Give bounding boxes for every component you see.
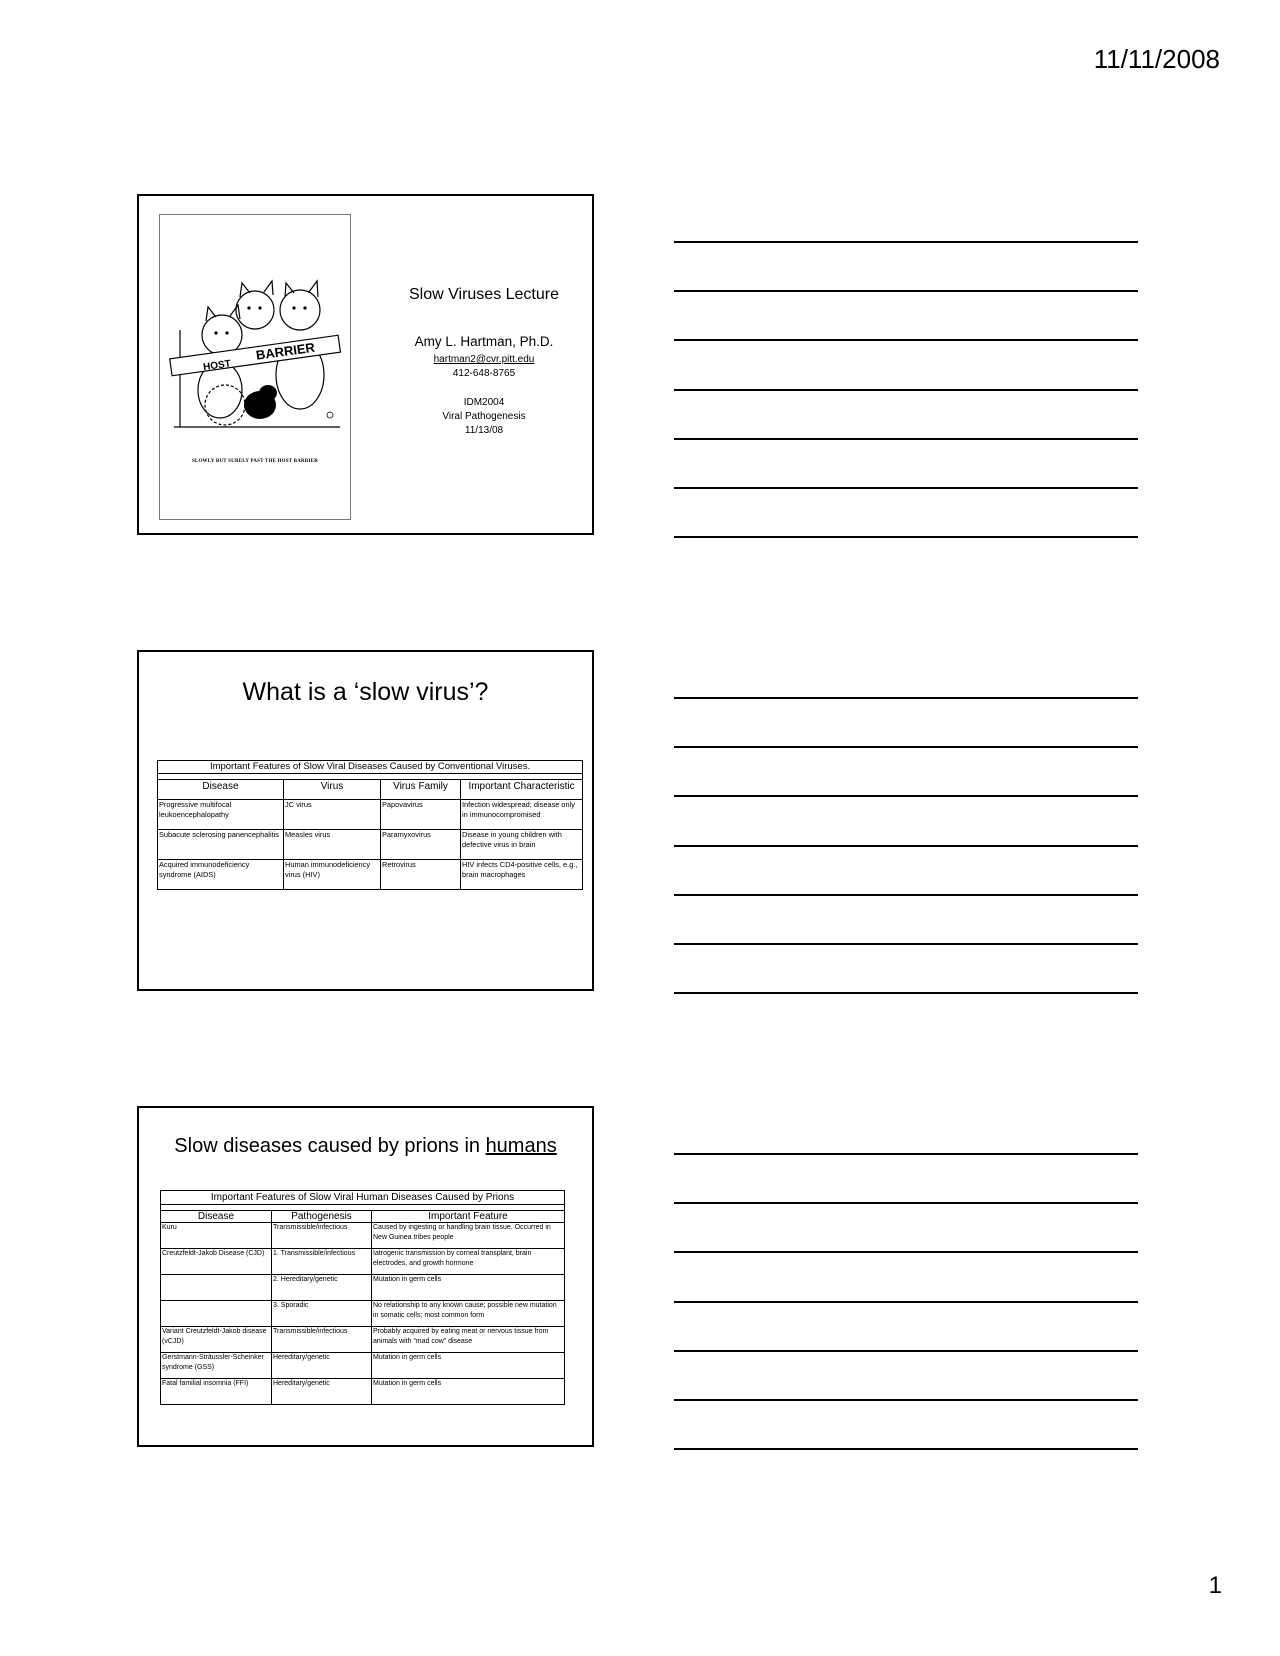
table-cell: Hereditary/genetic xyxy=(272,1379,372,1405)
author-email-link[interactable]: hartman2@cvr.pitt.edu xyxy=(433,354,535,365)
cover-sign-left: HOST xyxy=(202,358,232,374)
slide-3-heading xyxy=(139,1135,592,1158)
column-header: Important Feature xyxy=(372,1211,565,1223)
table-cell: Human immunodeficiency virus (HIV) xyxy=(284,860,381,890)
table-row xyxy=(161,1379,565,1405)
table-caption: Important Features of Slow Viral Human Diseases Caused by Prions xyxy=(161,1191,565,1205)
table-cell: 3. Sporadic xyxy=(272,1301,372,1327)
author-phone: 412-648-8765 xyxy=(452,368,516,379)
table-row xyxy=(158,830,583,860)
table-cell: HIV infects CD4-positive cells, e.g., brain macrophages xyxy=(461,860,583,890)
table-cell: Measles virus xyxy=(284,830,381,860)
column-header: Disease xyxy=(158,780,284,800)
table-cell: Transmissible/infectious xyxy=(272,1327,372,1353)
table-cell: Kuru xyxy=(161,1223,272,1249)
table-cell: Subacute sclerosing panencephalitis xyxy=(158,830,284,860)
table-cell xyxy=(161,1275,272,1301)
table-cell: No relationship to any known cause; possible new mutation in somatic cells; most common form xyxy=(372,1301,565,1327)
table-cell: Fatal familial insomnia (FFI) xyxy=(161,1379,272,1405)
cat-cartoon-illustration xyxy=(160,215,350,519)
cover-sign-right: BARRIER xyxy=(255,339,316,363)
cover-cartoon xyxy=(159,214,351,520)
slide-2-heading: What is a ‘slow virus’? xyxy=(242,678,489,706)
table-cell: 2. Hereditary/genetic xyxy=(272,1275,372,1301)
author-name: Amy L. Hartman, Ph.D. xyxy=(414,334,554,349)
column-header: Disease xyxy=(161,1211,272,1223)
slide-3-heading-prefix: Slow diseases caused by prions in xyxy=(174,1135,486,1157)
table-cell: Progressive multifocal leukoencephalopathy xyxy=(158,800,284,830)
prion-disease-table xyxy=(160,1190,565,1405)
table-row xyxy=(158,860,583,890)
table-cell xyxy=(161,1301,272,1327)
table-row xyxy=(161,1275,565,1301)
table-cell: Mutation in germ cells xyxy=(372,1353,565,1379)
table-cell: Iatrogenic transmission by corneal transplant, brain electrodes, and growth hormone xyxy=(372,1249,565,1275)
table-row xyxy=(161,1353,565,1379)
table-row xyxy=(161,1249,565,1275)
table-cell: Retrovirus xyxy=(381,860,461,890)
course-name: Viral Pathogenesis xyxy=(442,411,526,422)
slide-3-prion-diseases xyxy=(137,1106,594,1447)
table-cell: Probably acquired by eating meat or nervous tissue from animals with “mad cow” disease xyxy=(372,1327,565,1353)
table-caption: Important Features of Slow Viral Diseases Caused by Conventional Viruses. xyxy=(158,761,583,774)
table-row xyxy=(158,800,583,830)
table-cell: Gerstmann-Sträussler-Scheinker syndrome (GSS) xyxy=(161,1353,272,1379)
column-header: Virus Family xyxy=(381,780,461,800)
slide-1-heading: Slow Viruses Lecture xyxy=(409,286,559,303)
table-cell: 1. Transmissible/infectious xyxy=(272,1249,372,1275)
table-cell: Caused by ingesting or handling brain tissue. Occurred in New Guinea tribes people xyxy=(372,1223,565,1249)
course-date: 11/13/08 xyxy=(464,425,504,436)
table-cell: Infection widespread; disease only in immunocompromised xyxy=(461,800,583,830)
course-code: IDM2004 xyxy=(463,397,505,408)
cover-caption: SLOWLY BUT SURELY PAST THE HOST BARRIER xyxy=(191,459,319,464)
column-header: Virus xyxy=(284,780,381,800)
table-cell: Mutation in germ cells xyxy=(372,1379,565,1405)
page-date: 11/11/2008 xyxy=(1093,44,1220,74)
table-row xyxy=(161,1301,565,1327)
slide-2-slow-virus xyxy=(137,650,594,991)
table-cell: Hereditary/genetic xyxy=(272,1353,372,1379)
table-row xyxy=(161,1327,565,1353)
table-cell: Papovavirus xyxy=(381,800,461,830)
table-cell: Variant Creutzfeldt-Jakob disease (vCJD) xyxy=(161,1327,272,1353)
course-info xyxy=(379,396,589,438)
table-cell: Creutzfeldt-Jakob Disease (CJD) xyxy=(161,1249,272,1275)
table-cell: Transmissible/infectious xyxy=(272,1223,372,1249)
table-cell: Disease in young children with defective virus in brain xyxy=(461,830,583,860)
table-cell: JC virus xyxy=(284,800,381,830)
table-row xyxy=(161,1223,565,1249)
slide-3-heading-emphasis: humans xyxy=(485,1135,557,1157)
column-header: Pathogenesis xyxy=(272,1211,372,1223)
column-header: Important Characteristic xyxy=(461,780,583,800)
conventional-virus-table xyxy=(157,760,583,890)
slide-1-title xyxy=(137,194,594,535)
table-cell: Paramyxovirus xyxy=(381,830,461,860)
table-cell: Acquired immunodeficiency syndrome (AIDS) xyxy=(158,860,284,890)
table-cell: Mutation in germ cells xyxy=(372,1275,565,1301)
page-number: 1 xyxy=(1208,1572,1222,1599)
